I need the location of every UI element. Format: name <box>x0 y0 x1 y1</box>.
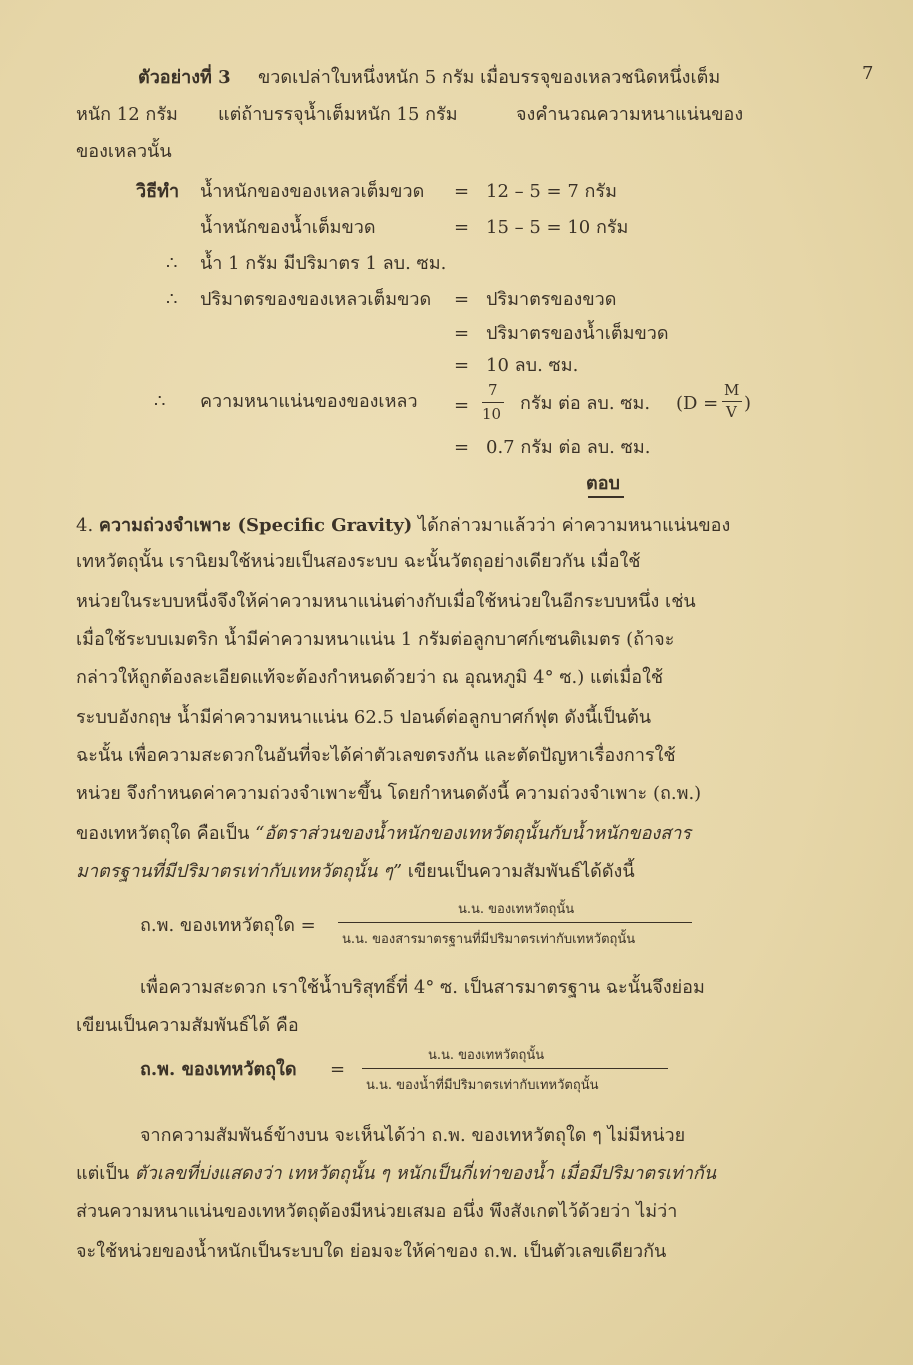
definition-italic: “อัตราส่วนของน้ำหนักของเทหวัตถุนั้นกับน้ำหนักของสาร <box>255 823 691 844</box>
formula-denominator: V <box>726 403 737 421</box>
paragraph-line: ฉะนั้น เพื่อความสะดวกในอันที่จะได้ค่าตัวเลขตรงกัน และตัดปัญหาเรื่องการใช้ <box>76 745 676 766</box>
density-label: ความหนาแน่นของของเหลว <box>200 391 418 412</box>
answer-label: ตอบ <box>586 473 620 494</box>
solution-eq: = <box>454 355 470 376</box>
formula-1-bar <box>338 922 692 923</box>
solution-right: 15 – 5 = 10 กรัม <box>486 217 629 238</box>
paragraph-line: เทหวัตถุนั้น เรานิยมใช้หน่วยเป็นสองระบบ ฉะนั้นวัตถุอย่างเดียวกัน เมื่อใช้ <box>76 551 641 572</box>
definition-italic: มาตรฐานที่มีปริมาตรเท่ากับเทหวัตถุนั้น ๆ” <box>76 861 403 882</box>
paragraph-line: เพื่อความสะดวก เราใช้น้ำบริสุทธิ์ที่ 4° ซ. เป็นสารมาตรฐาน ฉะนั้นจึงย่อม <box>140 977 705 998</box>
solution-right: ปริมาตรของขวด <box>486 289 617 310</box>
solution-left: น้ำ 1 กรัม มีปริมาตร 1 ลบ. ซม. <box>200 253 447 274</box>
density-unit: กรัม ต่อ ลบ. ซม. <box>520 393 651 414</box>
emphasis-italic: ตัวเลขที่บ่งแสดงว่า เทหวัตถุนั้น ๆ หนักเป็นกี่เท่าของน้ำ เมื่อมีปริมาตรเท่ากัน <box>134 1163 717 1184</box>
paragraph-line: กล่าวให้ถูกต้องละเอียดแท้จะต้องกำหนดด้วยว่า ณ อุณหภูมิ 4° ซ.) แต่เมื่อใช้ <box>76 667 664 688</box>
final-eq: = <box>454 437 470 458</box>
paragraph-line: เขียนเป็นความสัมพันธ์ได้ คือ <box>76 1015 299 1036</box>
solution-eq: = <box>454 289 470 310</box>
paragraph-line: ระบบอังกฤษ น้ำมีค่าความหนาแน่น 62.5 ปอนด์ต่อลูกบาศก์ฟุต ดังนี้เป็นต้น <box>76 707 652 728</box>
formula-2-denominator: น.น. ของน้ำที่มีปริมาตรเท่ากับเทหวัตถุนั้น <box>366 1078 599 1093</box>
section-number: 4. <box>76 515 99 536</box>
section-heading: ความถ่วงจำเพาะ (Specific Gravity) <box>98 515 413 536</box>
paragraph-line: ส่วนความหนาแน่นของเทหวัตถุต้องมีหน่วยเสมอ อนึ่ง พึงสังเกตไว้ด้วยว่า ไม่ว่า <box>76 1201 678 1222</box>
solution-eq: = <box>454 181 470 202</box>
paragraph-line: หน่วย จึงกำหนดค่าความถ่วงจำเพาะขึ้น โดยกำหนดดังนี้ ความถ่วงจำเพาะ (ถ.พ.) <box>76 783 702 804</box>
solution-eq: = <box>454 217 470 238</box>
therefore-symbol: ∴ <box>166 253 178 274</box>
solution-eq: = <box>454 323 470 344</box>
example-line-1: ขวดเปล่าใบหนึ่งหนัก 5 กรัม เมื่อบรรจุของเหลวชนิดหนึ่งเต็ม <box>258 67 721 88</box>
example-line-3: ของเหลวนั้น <box>76 141 172 162</box>
formula-numerator: M <box>724 381 740 399</box>
solution-right: 12 – 5 = 7 กรัม <box>486 181 617 202</box>
example-line-2c: จงคำนวณความหนาแน่นของ <box>516 104 744 125</box>
formula-2-eq: = <box>330 1059 346 1080</box>
formula-1-denominator: น.น. ของสารมาตรฐานที่มีปริมาตรเท่ากับเทหวัตถุนั้น <box>342 932 636 947</box>
paragraph-line <box>76 822 691 846</box>
paragraph-line <box>76 514 730 538</box>
solution-left: ปริมาตรของของเหลวเต็มขวด <box>200 289 432 310</box>
solution-label: วิธีทำ <box>136 181 180 202</box>
paragraph-line: หน่วยในระบบหนึ่งจึงให้ค่าความหนาแน่นต่างกับเมื่อใช้หน่วยในอีกระบบหนึ่ง เช่น <box>76 591 696 612</box>
formula-1-numerator: น.น. ของเทหวัตถุนั้น <box>458 902 575 917</box>
formula-2-bar <box>362 1068 668 1069</box>
solution-left: น้ำหนักของของเหลวเต็มขวด <box>200 181 425 202</box>
paragraph-line <box>76 1162 716 1186</box>
example-title: ตัวอย่างที่ 3 <box>138 67 231 88</box>
page-number: 7 <box>862 63 874 84</box>
text-run: เขียนเป็นความสัมพันธ์ได้ดังนี้ <box>402 861 635 882</box>
text-run: ได้กล่าวมาแล้วว่า ค่าความหนาแน่นของ <box>412 515 731 536</box>
solution-right: ปริมาตรของน้ำเต็มขวด <box>486 323 669 344</box>
therefore-symbol: ∴ <box>166 289 178 310</box>
formula-1-left: ถ.พ. ของเทหวัตถุใด = <box>140 915 316 936</box>
text-run: ของเทหวัตถุใด คือเป็น <box>76 823 256 844</box>
fraction-denominator: 10 <box>482 405 502 423</box>
formula-close: ) <box>744 393 752 414</box>
final-value: 0.7 กรัม ต่อ ลบ. ซม. <box>486 437 651 458</box>
formula-2-numerator: น.น. ของเทหวัตถุนั้น <box>428 1048 545 1063</box>
solution-right: 10 ลบ. ซม. <box>486 355 579 376</box>
solution-left: น้ำหนักของน้ำเต็มขวด <box>200 217 376 238</box>
therefore-symbol: ∴ <box>154 391 166 412</box>
paragraph-line: จะใช้หน่วยของน้ำหนักเป็นระบบใด ย่อมจะให้ค่าของ ถ.พ. เป็นตัวเลขเดียวกัน <box>76 1241 667 1262</box>
answer-underline <box>588 496 624 498</box>
formula-open: (D = <box>676 393 719 414</box>
paragraph-line: เมื่อใช้ระบบเมตริก น้ำมีค่าความหนาแน่น 1 กรัมต่อลูกบาศก์เซนติเมตร (ถ้าจะ <box>76 629 675 650</box>
paragraph-line <box>76 860 635 884</box>
fraction-numerator: 7 <box>488 381 498 399</box>
paragraph-line: จากความสัมพันธ์ข้างบน จะเห็นได้ว่า ถ.พ. ของเทหวัตถุใด ๆ ไม่มีหน่วย <box>140 1125 686 1146</box>
example-line-2a: หนัก 12 กรัม <box>76 104 178 125</box>
example-line-2b: แต่ถ้าบรรจุน้ำเต็มหนัก 15 กรัม <box>218 104 458 125</box>
text-run: แต่เป็น <box>76 1163 135 1184</box>
density-eq: = <box>454 395 470 416</box>
formula-2-left: ถ.พ. ของเทหวัตถุใด <box>140 1059 297 1080</box>
